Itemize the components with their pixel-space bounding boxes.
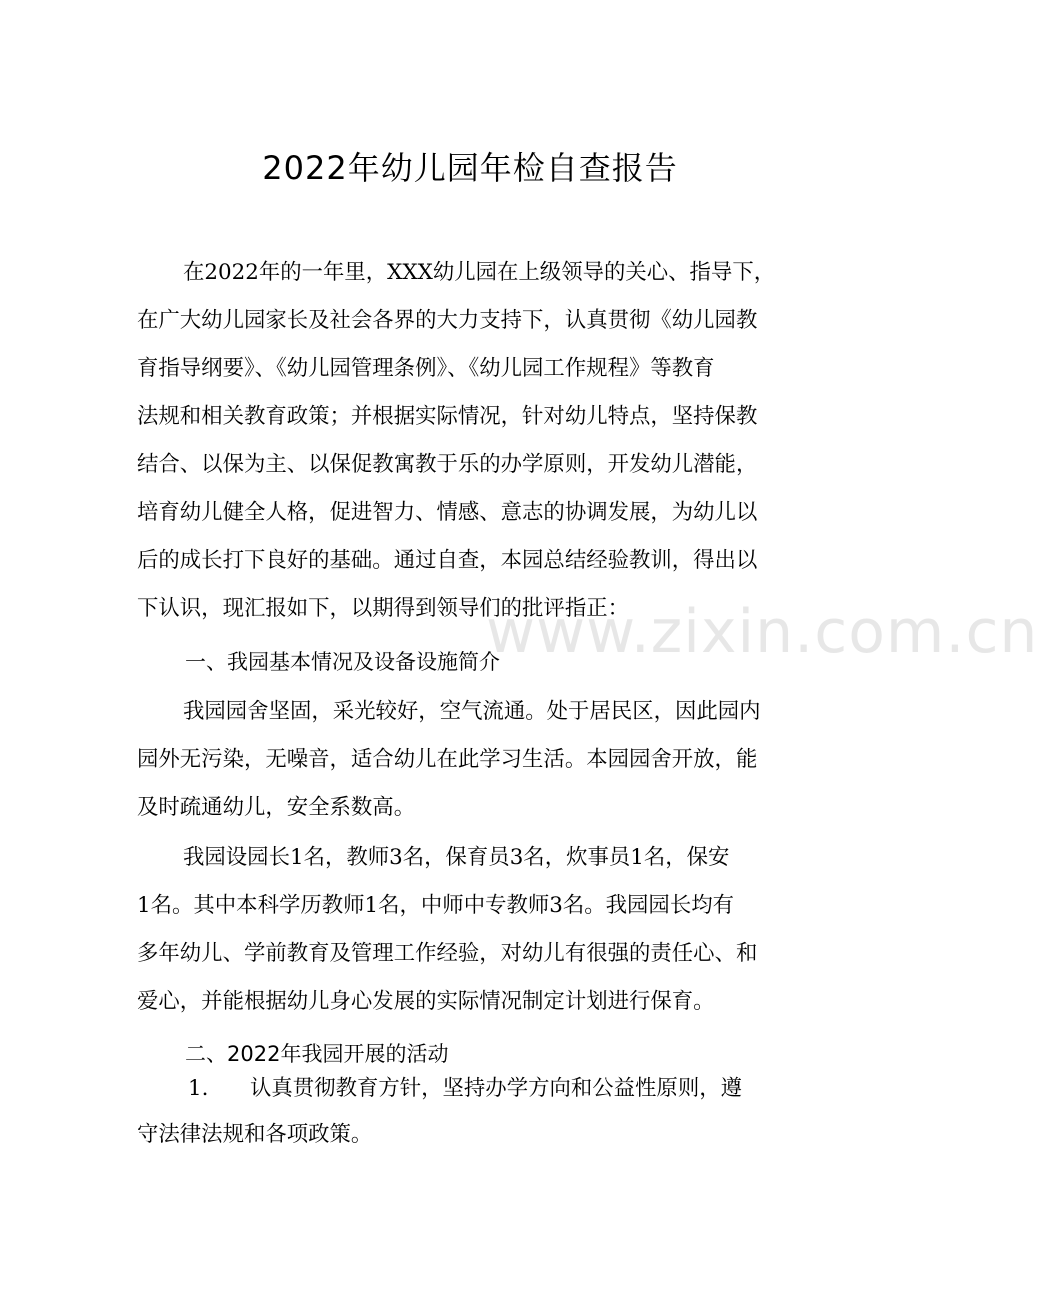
section1-para2-line: 爱心，并能根据幼儿身心发展的实际情况制定计划进行保育。	[137, 989, 715, 1014]
intro-line: 育指导纲要》、《幼儿园管理条例》、《幼儿园工作规程》等教育	[137, 356, 715, 381]
intro-line: 结合、以保为主、以保促教寓教于乐的办学原则，开发幼儿潜能，	[137, 452, 758, 477]
section1-para1-line: 及时疏通幼儿，安全系数高。	[137, 795, 416, 820]
section-heading-1: 一、我园基本情况及设备设施简介	[185, 650, 500, 674]
watermark: www.zixin.com.cn	[486, 597, 1038, 667]
intro-line: 下认识，现汇报如下，以期得到领导们的批评指正：	[137, 596, 629, 621]
intro-line: 后的成长打下良好的基础。通过自查，本园总结经验教训，得出以	[137, 548, 758, 573]
intro-line: 在广大幼儿园家长及社会各界的大力支持下，认真贯彻《幼儿园教	[137, 308, 758, 333]
intro-line: 法规和相关教育政策；并根据实际情况，针对幼儿特点，坚持保教	[137, 404, 758, 429]
section1-para1-line: 园外无污染，无噪音，适合幼儿在此学习生活。本园园舍开放，能	[137, 747, 758, 772]
list-item-continuation: 守法律法规和各项政策。	[137, 1122, 373, 1147]
section1-para1-line: 我园园舍坚固，采光较好，空气流通。处于居民区，因此园内	[183, 699, 761, 724]
intro-line: 在2022年的一年里，XXX幼儿园在上级领导的关心、指导下，	[183, 260, 776, 285]
list-item-text: 认真贯彻教育方针，坚持办学方向和公益性原则，遵	[250, 1076, 742, 1101]
intro-line: 培育幼儿健全人格，促进智力、情感、意志的协调发展，为幼儿以	[137, 500, 758, 525]
section1-para2-line: 多年幼儿、学前教育及管理工作经验，对幼儿有很强的责任心、和	[137, 941, 758, 966]
document-title: 2022年幼儿园年检自查报告	[262, 149, 678, 187]
section1-para2-line: 我园设园长1名，教师3名，保育员3名，炊事员1名，保安	[183, 845, 730, 870]
section1-para2-line: 1名。其中本科学历教师1名，中师中专教师3名。我园园长均有	[137, 893, 734, 918]
section-heading-2: 二、2022年我园开展的活动	[185, 1042, 449, 1066]
list-item-number: 1.	[188, 1076, 209, 1101]
